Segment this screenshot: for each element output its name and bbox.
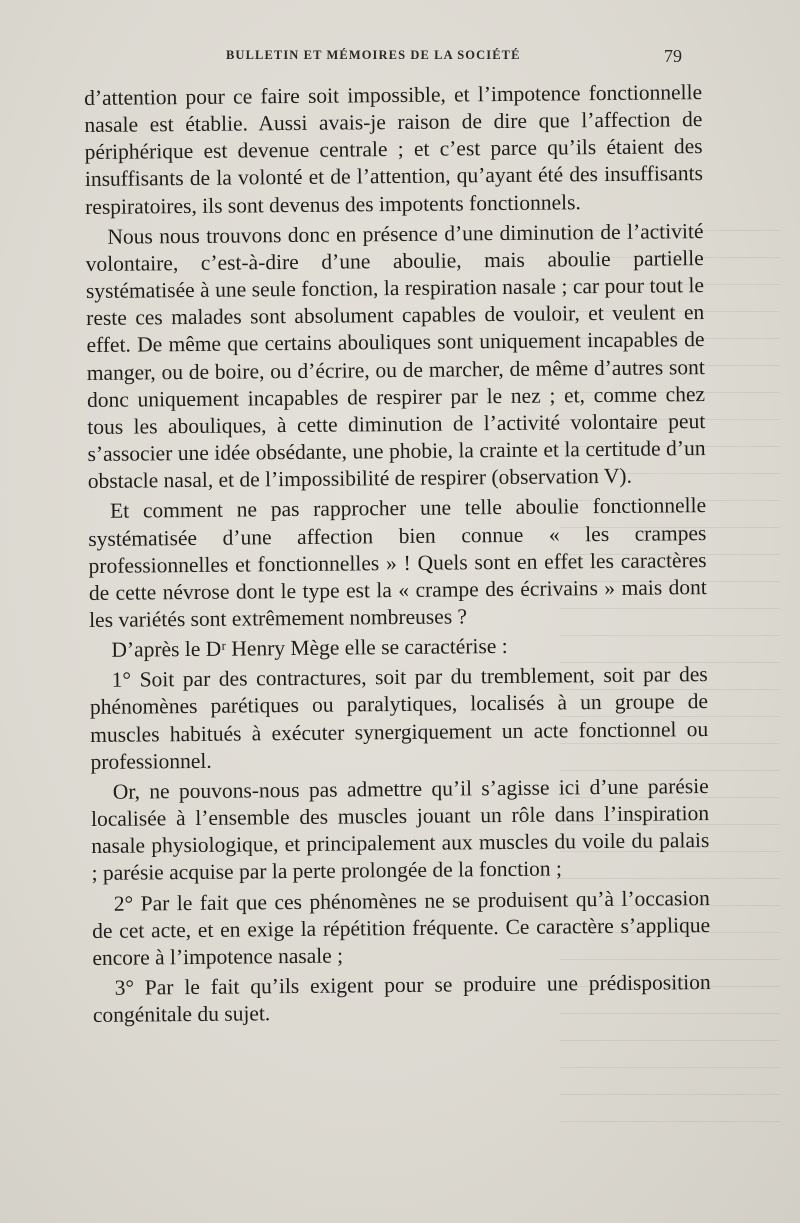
paragraph: d’attention pour ce faire soit impossible, et l’impotence fonctionnelle nasale est établie. Aussi avais-je raison de dire que l’affection de périphérique est devenue centrale ; et c’est parce qu’ils étaient des insuffisants de la volonté et de l’attention, qu’ayant été des insuffisants respiratoires, ils sont devenus des impotents fonctionnels. bbox=[84, 80, 703, 219]
paragraph: 3° Par le fait qu’ils exigent pour se produire une prédisposition congénitale du sujet. bbox=[92, 970, 711, 1028]
paragraph: Or, ne pouvons-nous pas admettre qu’il s’agisse ici d’une parésie localisée à l’ensemble des muscles jouant un rôle dans l’inspiration nasale physiologique, et principalement aux muscles du voile du palais ; parésie acquise par la perte prolongée de la fonction ; bbox=[90, 773, 710, 886]
paragraph: 1° Soit par des contractures, soit par du tremblement, soit par des phénomènes parétiques ou paralytiques, localisés à un groupe de muscles habitués à exécuter synergiquement un acte fonctionnel ou professionnel. bbox=[89, 662, 709, 774]
page-header bbox=[0, 46, 800, 70]
paragraph: D’après le Dʳ Henry Mège elle se caractérise : bbox=[111, 634, 508, 662]
body-text bbox=[84, 79, 711, 1029]
running-head: BULLETIN ET MÉMOIRES DE LA SOCIÉTÉ bbox=[226, 48, 521, 62]
paragraph: Et comment ne pas rapprocher une telle aboulie fonctionnelle systématisée d’une affection bien connue « les crampes professionnelles et fonctionnelles » ! Quels sont en effet les caractères de cette névrose dont le type est la « crampe des écrivains » mais dont les variétés sont extrêmement nombreuses ? bbox=[88, 493, 707, 632]
paragraph: 2° Par le fait que ces phénomènes ne se produisent qu’à l’occasion de cet acte, et en exige la répétition fréquente. Ce caractère s’applique encore à l’impotence nasale ; bbox=[92, 885, 711, 970]
page-number: 79 bbox=[664, 46, 682, 66]
paragraph: Nous nous trouvons donc en présence d’une diminution de l’activité volontaire, c’est-à-dire d’une aboulie, mais aboulie partielle systématisée à une seule fonction, la respiration nasale ; car pour tout le reste ces malades sont absolument capables de vouloir, et veulent en effet. De même que certains abouliques sont uniquement incapables de manger, ou de boire, ou d’écrire, ou de marcher, de même d’autres sont donc uniquement incapables de respirer par le nez ; et, comme chez tous les abouliques, à cette diminution de l’activité volontaire peut s’associer une idée obsédante, une phobie, la crainte et la certitude d’un obstacle nasal, et de l’impossibilité de respirer (observation V). bbox=[85, 218, 706, 494]
